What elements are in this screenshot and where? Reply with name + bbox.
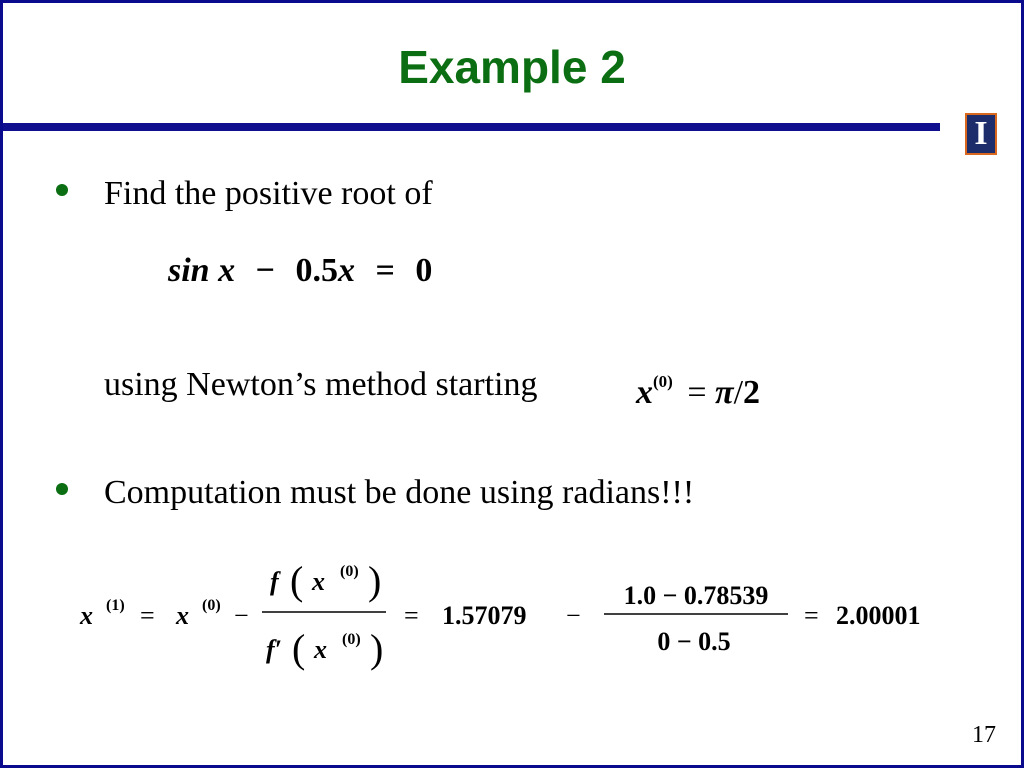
start-slash: / <box>733 374 744 411</box>
third-equals: = <box>804 601 819 630</box>
bullet-2-text: Computation must be done using radians!!! <box>104 474 695 511</box>
lhs-x: x <box>80 601 93 630</box>
start-x: x <box>636 374 653 411</box>
result-value: 2.00001 <box>836 601 921 630</box>
num-f: f <box>270 567 279 596</box>
start-two: 2 <box>743 374 761 411</box>
den-lparen: ( <box>292 626 306 671</box>
x0: x <box>176 601 189 630</box>
eq-coef: 0.5 <box>295 252 338 289</box>
second-equals: = <box>404 601 419 630</box>
numeric-denominator: 0 − 0.5 <box>657 627 731 656</box>
num-rparen: ) <box>368 558 382 603</box>
eq-x1: x <box>218 252 236 289</box>
eq-equals: = <box>375 252 395 289</box>
minus-1: − <box>234 601 249 630</box>
eq-sin: sin <box>168 252 210 289</box>
newton-text: using Newton’s method starting <box>104 366 538 403</box>
minus-2: − <box>566 601 581 630</box>
den-fprime: f′ <box>266 635 282 664</box>
den-superscript: (0) <box>342 631 361 648</box>
numeric-numerator: 1.0 − 0.78539 <box>623 581 769 610</box>
bullet-1-text: Find the positive root of <box>104 175 433 212</box>
eq-zero: 0 <box>415 252 433 289</box>
start-equals: = <box>687 374 707 411</box>
num-lparen: ( <box>290 558 304 603</box>
eq-minus: − <box>255 252 275 289</box>
slide-title: Example 2 <box>398 41 626 93</box>
lhs-superscript: (1) <box>106 597 125 614</box>
value-1: 1.57079 <box>442 601 527 630</box>
den-rparen: ) <box>370 626 384 671</box>
num-x: x <box>312 567 325 596</box>
start-pi: π <box>715 374 734 411</box>
eq-x2: x <box>337 252 355 289</box>
page-number: 17 <box>972 722 996 748</box>
start-superscript: (0) <box>653 372 673 391</box>
logo-letter: I <box>974 115 988 152</box>
x0-superscript: (0) <box>202 597 221 614</box>
num-superscript: (0) <box>340 563 359 580</box>
den-x: x <box>314 635 327 664</box>
first-equals: = <box>140 601 155 630</box>
